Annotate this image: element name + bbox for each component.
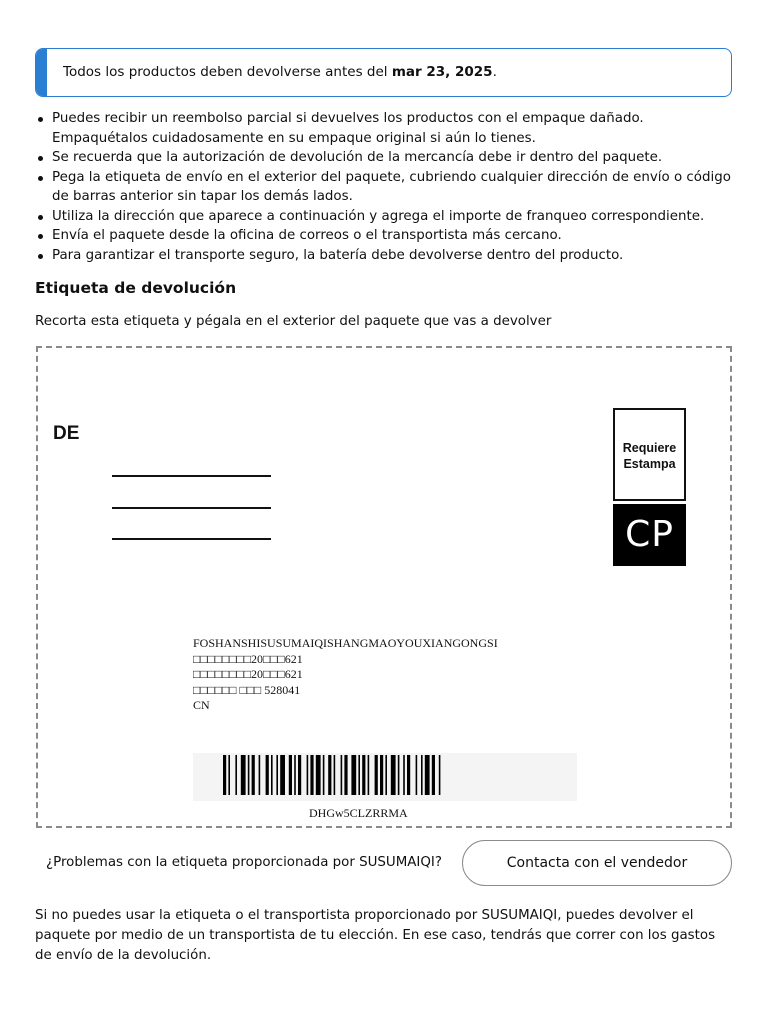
barcode-bar	[380, 755, 383, 795]
barcode-bar	[298, 755, 301, 795]
barcode-bar	[341, 755, 343, 795]
address-line: FOSHANSHISUSUMAIQISHANGMAOYOUXIANGONGSI	[193, 636, 498, 650]
alert-prefix: Todos los productos deben devolverse antes del	[63, 64, 392, 80]
recipient-address	[193, 636, 498, 714]
alert-date: mar 23, 2025	[391, 64, 493, 80]
alert-accent-bar	[36, 49, 47, 96]
barcode-bar	[328, 755, 331, 795]
address-line: □□□□□□□□20□□□621	[193, 667, 303, 681]
barcode-bar	[375, 755, 378, 795]
stamp-line-1: Requiere	[622, 441, 677, 455]
barcode	[193, 753, 577, 801]
barcode-bar	[223, 755, 226, 795]
address-line: □□□□□□□□20□□□621	[193, 651, 303, 666]
barcode-bar	[358, 755, 360, 795]
from-label: DE	[53, 423, 80, 444]
barcode-bar	[294, 755, 296, 795]
barcode-bar	[416, 755, 418, 795]
contact-seller-button[interactable]: Contacta con el vendedor	[462, 840, 732, 886]
barcode-bar	[391, 755, 396, 795]
barcode-bar	[334, 755, 336, 795]
barcode-bar	[241, 755, 246, 795]
barcode-bar	[407, 755, 410, 795]
stamp-line-2: Estampa	[623, 457, 676, 471]
instruction-item: Pega la etiqueta de envío en el exterior del paquete, cubriendo cualquier dirección de envío o código de barras anterior sin tapar los demás lados.	[36, 168, 736, 207]
label-problem-question: ¿Problemas con la etiqueta proporcionada por SUSUMAIQI?	[46, 855, 442, 870]
instruction-item: Para garantizar el transporte seguro, la batería debe devolverse dentro del producto.	[36, 246, 736, 266]
barcode-bar	[425, 755, 430, 795]
return-label-subtitle: Recorta esta etiqueta y pégala en el exterior del paquete que vas a devolver	[35, 314, 552, 329]
barcode-bar	[248, 755, 250, 795]
barcode-bar	[362, 755, 365, 795]
barcode-code: DHGw5CLZRRMA	[309, 806, 408, 820]
barcode-bar	[398, 755, 400, 795]
from-address-line	[112, 507, 271, 509]
alternative-carrier-note: Si no puedes usar la etiqueta o el transportista proporcionado por SUSUMAIQI, puedes devolver el paquete por medio de un transportista de tu elección. En ese caso, tendrás que correr con los gastos de envío de la devolución.	[35, 908, 716, 963]
instruction-item: Envía el paquete desde la oficina de correos o el transportista más cercano.	[36, 226, 736, 246]
barcode-bar	[235, 755, 237, 795]
instruction-item: Se recuerda que la autorización de devolución de la mercancía debe ir dentro del paquete.	[36, 148, 736, 168]
alert-text	[63, 64, 497, 80]
barcode-bar	[252, 755, 255, 795]
barcode-bar	[344, 755, 347, 795]
address-line: CN	[193, 698, 210, 712]
barcode-bar	[280, 755, 285, 795]
barcode-bar	[421, 755, 423, 795]
instruction-item: Utiliza la dirección que aparece a continuación y agrega el importe de franqueo correspondiente.	[36, 207, 736, 227]
barcode-bar	[351, 755, 356, 795]
barcode-bar	[403, 755, 405, 795]
barcode-bar	[289, 755, 292, 795]
barcode-bar	[266, 755, 269, 795]
barcode-bar	[276, 755, 278, 795]
instructions-list	[36, 109, 736, 265]
carrier-logo: CP	[613, 504, 686, 566]
barcode-graphic	[193, 753, 577, 801]
barcode-bar	[310, 755, 313, 795]
return-shipping-label	[36, 346, 732, 828]
barcode-bar	[228, 755, 230, 795]
return-deadline-alert	[35, 48, 732, 97]
from-address-line	[112, 475, 271, 477]
barcode-bar	[432, 755, 435, 795]
address-line: □□□□□□ □□□ 528041	[193, 682, 301, 697]
alert-suffix: .	[492, 64, 497, 80]
from-address-line	[112, 538, 271, 540]
instruction-item: Puedes recibir un reembolso parcial si devuelves los productos con el empaque dañado. Empaquétalos cuidadosamente en su empaque original si aún lo tienes.	[36, 109, 736, 148]
barcode-bar	[307, 755, 309, 795]
barcode-bar	[271, 755, 273, 795]
barcode-bar	[385, 755, 387, 795]
barcode-bar	[368, 755, 370, 795]
stamp-required-box	[613, 408, 686, 501]
barcode-bar	[259, 755, 261, 795]
barcode-bar	[439, 755, 441, 795]
barcode-bar	[323, 755, 325, 795]
barcode-bar	[316, 755, 321, 795]
return-label-title: Etiqueta de devolución	[35, 279, 237, 297]
